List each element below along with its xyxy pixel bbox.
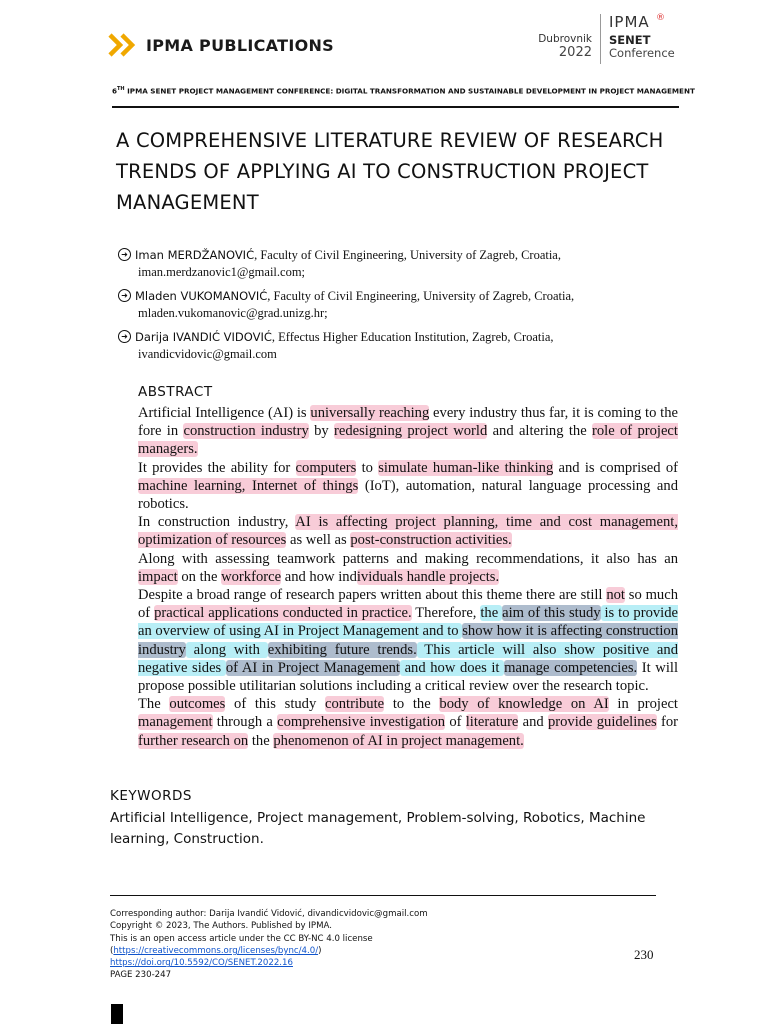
abstract-text: for [656,714,678,731]
abstract-text: and how ind [281,568,357,585]
arrow-circle-icon: ➜ [118,330,131,343]
highlighted-phrase: machine learning, Internet of things [138,477,359,494]
double-chevron-icon [108,33,138,57]
abstract-text: Therefore, [411,605,481,622]
abstract-text: The [138,696,170,713]
highlighted-phrase: the [480,605,503,622]
license-link-close: ) [318,945,322,956]
abstract-paragraph [138,550,678,586]
arrow-circle-icon: ➜ [118,289,131,302]
header-rule [112,106,679,108]
highlighted-phrase: post-construction activities. [350,532,512,549]
highlighted-phrase: comprehensive investigation [277,714,446,731]
highlighted-phrase: AI is affecting project planning, time and cost management, optimization of resources [138,514,678,549]
abstract-text: In construction industry, [138,514,296,531]
highlighted-phrase: further research on [138,732,249,749]
highlighted-phrase: of AI in Project Management [225,659,400,676]
highlighted-phrase: This article will also show positive and negative sides [138,641,679,676]
abstract-text: to the [384,696,440,713]
abstract-text: Along with assessing teamwork patterns and making recommendations, it also has an [138,550,678,567]
author-entry [118,288,678,322]
abstract-text: every industry thus far, it is coming to the fore in [138,405,679,440]
black-marker [111,1004,123,1024]
highlighted-phrase: and how does it [399,659,505,676]
doi-link[interactable]: https://doi.org/10.5592/CO/SENET.2022.16 [110,958,293,969]
license-link-open: ( [110,945,114,956]
highlighted-phrase: construction industry [183,423,309,440]
paper-title: A COMPREHENSIVE LITERATURE REVIEW OF RESEARCH TRENDS OF APPLYING AI TO CONSTRUCTION PROJECT MANAGEMENT [116,129,664,214]
highlighted-phrase: contribute [324,696,385,713]
author-email: iman.merdzanovic1@gmail.com; [138,265,306,279]
page-range: PAGE 230-247 [110,970,172,981]
abstract-paragraph [138,404,678,459]
author-name: Iman MERDŽANOVIĆ [135,248,255,262]
abstract-text: It will propose possible utilitarian solutions including a critical review over the research topic. [138,659,679,695]
abstract-text: (IoT), automation, natural language processing and robotics. [138,477,678,513]
ipma-logo-mark: ® [656,13,665,23]
highlighted-phrase: manage competencies. [504,659,638,676]
abstract-text: on the [177,568,222,585]
author-name: Mladen VUKOMANOVIĆ [135,289,268,303]
highlighted-phrase: universally reaching [310,405,430,421]
abstract-text: as well as [286,532,351,549]
copyright-line: Copyright © 2023, The Authors. Published by IPMA. [110,921,332,932]
running-title-ordinal: 6 [112,86,118,96]
abstract-text: in project [608,696,678,713]
highlighted-phrase: role of project managers. [138,423,678,458]
highlighted-phrase: practical applications conducted in practice. [154,605,412,622]
highlighted-phrase: aim of this study [502,605,601,622]
abstract-text: of this study [225,696,325,713]
author-affiliation: , Faculty of Civil Engineering, University of Zagreb, Croatia, [267,289,575,303]
abstract-paragraph [138,513,678,549]
conference-year: 2022 [558,45,592,60]
author-affiliation: , Effectus Higher Education Institution, Zagreb, Croatia, [271,330,554,344]
abstract-text: so much of [138,587,678,622]
highlighted-phrase: outcomes [169,696,226,713]
conference-name: SENET [609,33,651,47]
abstract-text: through a [212,714,278,731]
author-name: Darija IVANDIĆ VIDOVIĆ [135,330,272,344]
running-title-suffix: TH [117,86,125,92]
author-email: ivandicvidovic@gmail.com [138,347,277,361]
arrow-circle-icon: ➜ [118,248,131,261]
highlighted-phrase: ividuals handle projects. [356,568,500,585]
footnote [110,908,540,982]
highlighted-phrase: impact [138,568,178,585]
footer-rule [110,895,656,896]
author-list [118,247,678,370]
highlighted-phrase: along with [185,641,268,658]
highlighted-phrase: redesigning project world [333,423,488,440]
highlighted-phrase: provide guidelines [547,714,657,731]
highlighted-phrase: body of knowledge on AI [439,696,609,713]
keywords-heading: KEYWORDS [110,788,192,804]
highlighted-phrase: is to provide an overview of using AI in Project Management and to [138,605,678,640]
conference-word: Conference [609,46,675,60]
abstract-text: Despite a broad range of research papers written about this theme there are still [138,587,607,604]
abstract-text: and altering the [487,423,592,440]
highlighted-phrase: phenomenon of AI in project management. [273,732,524,749]
conference-city: Dubrovnik [538,33,592,45]
author-entry [118,247,678,281]
highlighted-phrase: not [606,587,625,604]
ipma-logo-text: IPMA [609,13,650,31]
highlighted-phrase: literature [465,714,519,731]
abstract-text: Artificial Intelligence (AI) is [138,405,311,421]
highlighted-phrase: show how it is affecting construction industry [138,623,678,658]
header-divider [600,14,601,64]
highlighted-phrase: management [138,714,213,731]
abstract-text: and [518,714,548,731]
abstract-paragraph [138,586,678,695]
author-email: mladen.vukomanovic@grad.unizg.hr; [138,306,328,320]
abstract-body [138,404,678,750]
author-affiliation: , Faculty of Civil Engineering, University of Zagreb, Croatia, [254,248,561,262]
abstract-text: by [308,423,334,440]
highlighted-phrase: simulate human-like thinking [378,459,554,476]
publisher-name: IPMA PUBLICATIONS [146,36,334,55]
keywords-text: Artificial Intelligence, Project management, Problem-solving, Robotics, Machine learning, Construction. [110,810,646,847]
abstract-text: and is comprised of [553,459,678,476]
highlighted-phrase: exhibiting future trends. [267,641,417,658]
abstract-paragraph [138,459,678,514]
abstract-paragraph [138,695,678,750]
highlighted-phrase: computers [295,459,357,476]
abstract-text: the [248,732,274,749]
running-title-text: IPMA SENET PROJECT MANAGEMENT CONFERENCE: DIGITAL TRANSFORMATION AND SUSTAINABLE DEVELOPMENT IN PROJECT MANAGEMENT [124,86,695,96]
corresponding-author: Corresponding author: Darija Ivandić Vidović, divandicvidovic@gmail.com [110,909,428,919]
highlighted-phrase: workforce [221,568,282,585]
abstract-text: to [356,459,379,476]
author-entry [118,329,678,363]
license-line: This is an open access article under the CC BY-NC 4.0 license [110,933,373,944]
abstract-text: It provides the ability for [138,459,296,476]
abstract-text: of [445,714,466,731]
license-link[interactable]: https://creativecommons.org/licenses/bync/4.0/ [113,945,319,956]
running-title [112,86,695,96]
abstract-heading: ABSTRACT [138,384,213,400]
page-number: 230 [634,947,654,962]
